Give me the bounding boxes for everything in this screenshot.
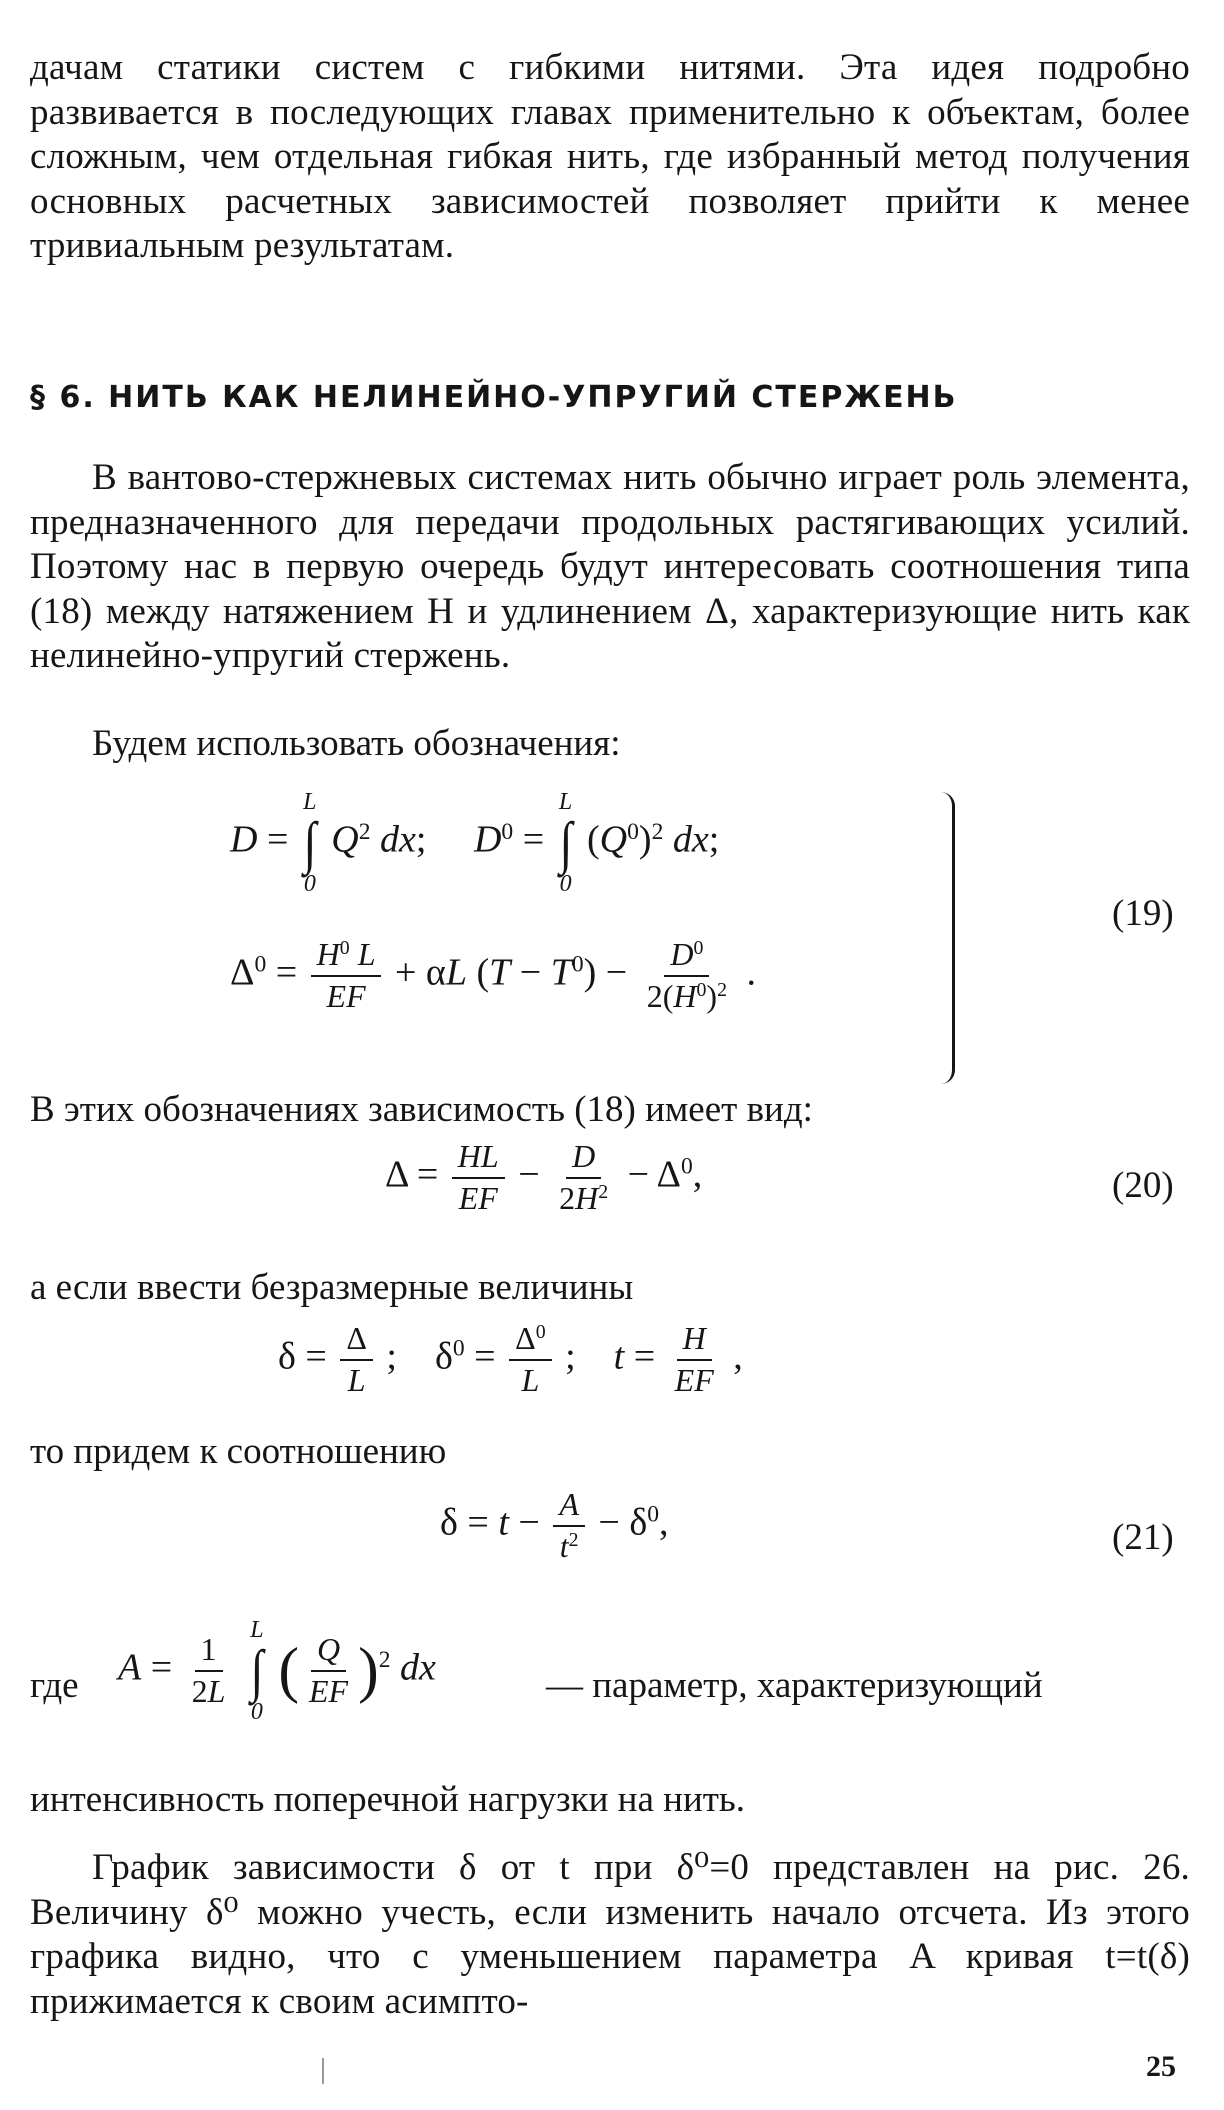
equation-20-number: (20) xyxy=(1112,1165,1174,1206)
paragraph-notation-intro: Будем использовать обозначения: xyxy=(92,723,621,764)
scan-mark xyxy=(322,2058,324,2084)
equation-21-number: (21) xyxy=(1112,1517,1174,1558)
fraction: $\frac{A}{t^2}$ xyxy=(553,1488,585,1563)
fraction: $\frac{Q}{EF}$ xyxy=(309,1631,349,1709)
page-number: 25 xyxy=(1146,2050,1176,2083)
section-heading: § 6. НИТЬ КАК НЕЛИНЕЙНО-УПРУГИЙ СТЕРЖЕНЬ xyxy=(30,380,958,415)
fraction: $\frac{\Delta^0}{L}$ xyxy=(509,1322,552,1397)
equation-19-line1: D = L ∫ 0 $Q^2$ dx; $D^0$ = L ∫ 0 $(Q^0)^2$ dx; xyxy=(230,789,720,897)
parameter-description: — параметр, характеризующий xyxy=(546,1665,1043,1706)
fraction: $\frac{\Delta}{L}$ xyxy=(340,1322,373,1397)
paragraph-graph: График зависимости δ от t при δ⁰=0 представлен на рис. 26. Величину δ⁰ можно учесть, если изменить начало отсчета. Из этого графика видно, что с уменьшением параметра A кривая t=t(δ) прижимается к своим асимпто- xyxy=(30,1847,1190,2022)
equation-20: Δ = $\frac{HL}{EF}$ − $\frac{D}{2H^2}$ − $\Delta^0$, xyxy=(385,1138,703,1216)
fraction: $\frac{H^0 L}{EF}$ xyxy=(311,938,382,1013)
fraction: $\frac{1}{2L}$ xyxy=(191,1631,226,1709)
paragraph-section-body: В вантово-стержневых системах нить обычно играет роль элемента, предназначенного для передачи продольных растягивающих усилий. Поэтому нас в первую очередь будут интересовать соотношения типа (18) между натяжением H и удлинением Δ, характеризующие нить как нелинейно-упругий стержень. xyxy=(30,457,1190,677)
paragraph-dimensionless-intro: а если ввести безразмерные величины xyxy=(30,1267,634,1308)
where-label: где xyxy=(30,1665,79,1706)
paragraph-dependence: В этих обозначениях зависимость (18) имеет вид: xyxy=(30,1089,813,1130)
paragraph-load-intensity: интенсивность поперечной нагрузки на нить. xyxy=(30,1779,746,1820)
equation-19-line2: $\Delta^0$ = $\frac{H^0 L}{EF}$ + αL $(T - T^0)$ − $\frac{D^0}{2(H^0)^2}$ . xyxy=(230,936,756,1014)
equation-19-number: (19) xyxy=(1112,893,1174,934)
integral-sign: L ∫ 0 xyxy=(303,789,317,897)
fraction: $\frac{D^0}{2(H^0)^2}$ xyxy=(646,936,727,1014)
fraction: $\frac{H}{EF}$ xyxy=(674,1320,714,1398)
paragraph-intro: дачам статики систем с гибкими нитями. Эта идея подробно развивается в последующих главах применительно к объектам, более сложным, чем отдельная гибкая нить, где избранный метод получения основных расчетных зависимостей позволяет прийти к менее тривиальным результатам. xyxy=(30,47,1190,267)
integral-sign: L ∫ 0 xyxy=(250,1617,264,1725)
fraction: $\frac{HL}{EF}$ xyxy=(452,1140,505,1215)
equation-21: δ = t − $\frac{A}{t^2}$ − $\delta^0$, xyxy=(440,1486,669,1564)
equation-dimensionless: δ = $\frac{\Delta}{L}$ ; $\delta^0$ = $\frac{\Delta^0}{L}$ ; t = $\frac{H}{EF}$ , xyxy=(278,1320,743,1398)
paragraph-relation-intro: то придем к соотношению xyxy=(30,1431,447,1472)
equation-19-brace xyxy=(938,792,955,1084)
equation-parameter-a: A = $\frac{1}{2L}$ L ∫ 0 ( $\frac{Q}{EF}$ )$^2$ dx xyxy=(118,1617,436,1725)
integral-sign: L ∫ 0 xyxy=(558,789,573,897)
fraction: $\frac{D}{2H^2}$ xyxy=(559,1138,609,1216)
